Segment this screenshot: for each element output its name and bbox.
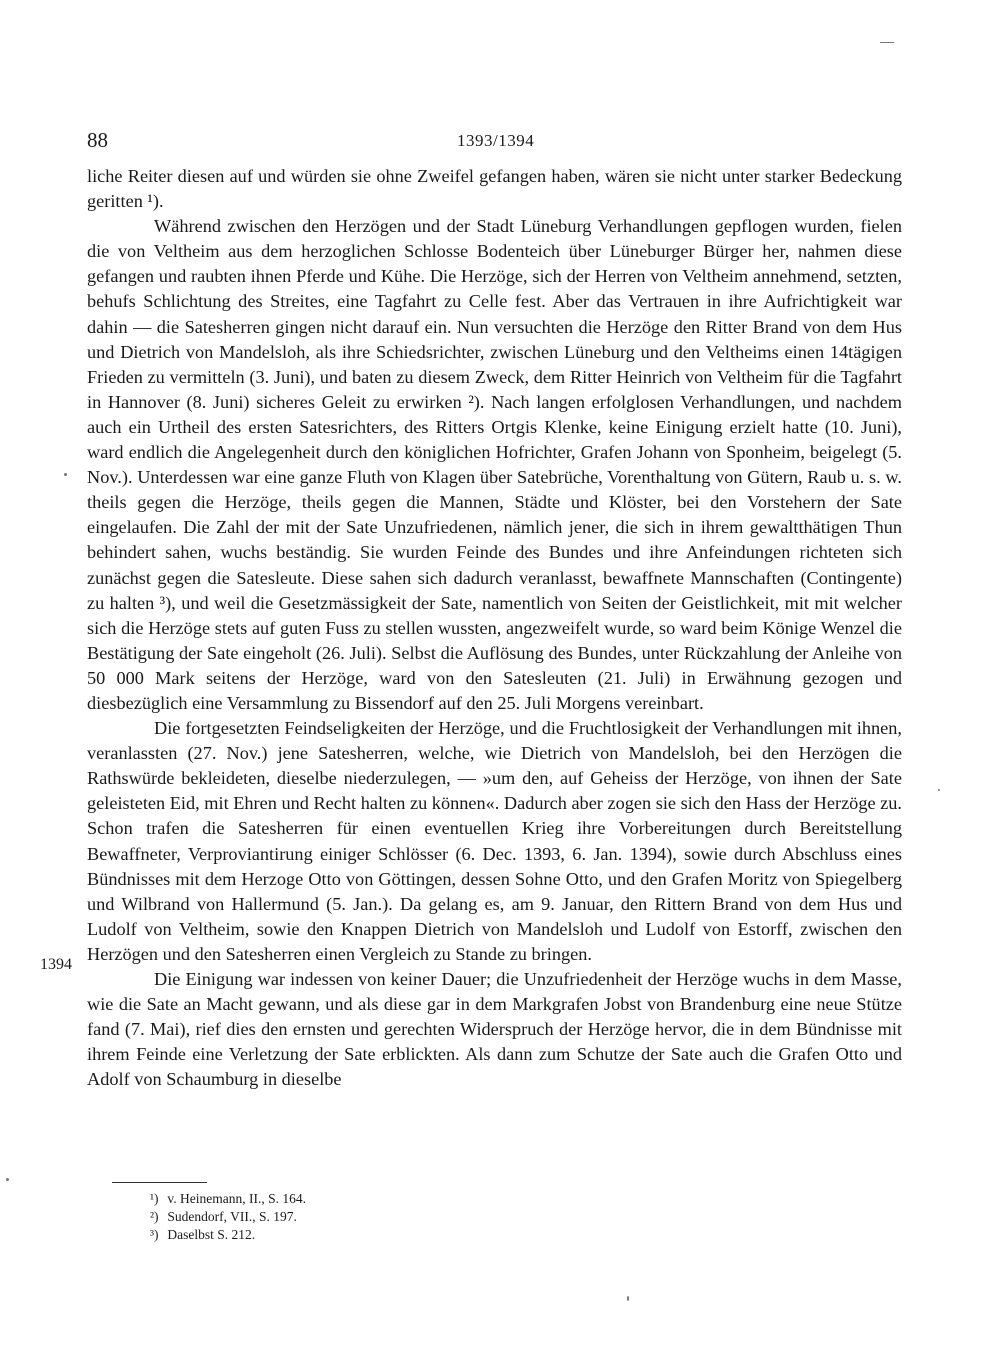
page-header bbox=[87, 128, 907, 158]
paragraph-4: Die Einigung war indessen von keiner Dauer; die Unzufriedenheit der Herzöge wuchs in dem Masse, wie die Sate an Macht gewann, und als diese gar in dem Markgrafen Jobst von Brandenburg eine neue Stütze fand (7. Mai), rief dies den ernsten und gerechten Widerspruch der Herzöge hervor, die in dem Bündnisse mit ihrem Feinde eine Verletzung der Sate erblickten. Als dann zum Schutze der Sate auch die Grafen Otto und Adolf von Schaumburg in dieselbe bbox=[87, 969, 902, 1090]
footnote-text: Sudendorf, VII., S. 197. bbox=[167, 1209, 297, 1224]
margin-year-note: 1394 bbox=[40, 956, 72, 973]
footnote-2 bbox=[150, 1208, 550, 1226]
footnotes bbox=[150, 1190, 550, 1244]
scan-speck bbox=[880, 42, 894, 43]
paragraph-3: Die fortgesetzten Feindseligkeiten der Herzöge, und die Fruchtlosigkeit der Verhandlungen mit ihnen, veranlassten (27. Nov.) jene Satesherren, welche, wie Dietrich von Mandelsloh, bei den Herzögen die Rathswürde bekleideten, dieselbe niederzulegen, — »um den, auf Geheiss der Herzöge, von ihnen der Sate geleisteten Eid, mit Ehren und Recht halten zu können«. Dadurch aber zogen sie sich den Hass der Herzöge zu. Schon trafen die Satesherren für einen eventuellen Krieg ihre Vorbereitungen durch Bereitstellung Bewaffneter, Verproviantirung einiger Schlösser (6. Dec. 1393, 6. Jan. 1394), sowie durch Abschluss eines Bündnisses mit dem Herzoge Otto von Göttingen, dessen Sohne Otto, und den Grafen Moritz von Spiegelberg und Wilbrand von Hallermund (5. Jan.). Da gelang es, am 9. Januar, den Rittern Brand von dem Hus und Ludolf von Veltheim, sowie den Knappen Dietrich von Mandelsloh und Ludolf von Estorff, zwischen den Herzögen und den Satesherren einen Vergleich zu Stande zu bringen. bbox=[87, 718, 902, 964]
footnote-rule bbox=[112, 1182, 207, 1183]
scan-speck bbox=[627, 1296, 629, 1301]
footnote-1 bbox=[150, 1190, 550, 1208]
scan-speck bbox=[6, 1178, 9, 1181]
scan-speck bbox=[64, 473, 67, 476]
paragraph-2: Während zwischen den Herzögen und der Stadt Lüneburg Verhandlungen gepflogen wurden, fielen die von Veltheim aus dem herzoglichen Schlosse Bodenteich über Lüneburger Bürger her, nahmen diese gefangen und raubten ihnen Pferde und Kühe. Die Herzöge, sich der Herren von Veltheim annehmend, setzten, behufs Schlichtung des Streites, eine Tagfahrt zu Celle fest. Aber das Vertrauen in ihre Aufrichtigkeit war dahin — die Satesherren gingen nicht darauf ein. Nun versuchten die Herzöge den Ritter Brand von dem Hus und Dietrich von Mandelsloh, als ihre Schiedsrichter, zwischen Lüneburg und den Veltheims einen 14tägigen Frieden zu vermitteln (3. Juni), und baten zu diesem Zweck, dem Ritter Heinrich von Veltheim für die Tagfahrt in Hannover (8. Juni) sicheres Geleit zu erwirken ²). Nach langen erfolglosen Verhandlungen, und nachdem auch ein Urtheil des ersten Satesrichters, des Ritters Ortgis Klenke, keine Einigung erzielt hatte (10. Juni), ward endlich die Angelegenheit durch den königlichen Hofrichter, Grafen Johann von Sponheim, beigelegt (5. Nov.). Unterdessen war eine ganze Fluth von Klagen über Satebrüche, Vorenthaltung von Gütern, Raub u. s. w. theils gegen die Herzöge, theils gegen die Mannen, Städte und Klöster, bei den Vorstehern der Sate eingelaufen. Die Zahl der mit der Sate Unzufriedenen, nämlich jener, die sich in ihrem gewaltthätigen Thun behindert sahen, wuchs beständig. Sie wurden Feinde des Bundes und ihre Anfeindungen richteten sich zunächst gegen die Satesleute. Diese sahen sich dadurch veranlasst, bewaffnete Mannschaften (Contingente) zu halten ³), und weil die Gesetzmässigkeit der Sate, namentlich von Seiten der Geistlichkeit, mit mit welcher sich die Herzöge stets auf guten Fuss zu stellen wussten, angezweifelt wurde, so ward beim Könige Wenzel die Bestätigung der Sate eingeholt (26. Juli). Selbst die Auflösung des Bundes, unter Rückzahlung der Anleihe von 50 000 Mark seitens der Herzöge, ward von den Satesleuten (21. Juli) in Erwähnung gezogen und diesbezüglich eine Versammlung zu Bissendorf auf den 25. Juli Morgens vereinbart. bbox=[87, 216, 902, 713]
footnote-marker: ¹) bbox=[150, 1191, 159, 1206]
footnote-3 bbox=[150, 1226, 550, 1244]
page-number: 88 bbox=[87, 128, 108, 152]
paragraph-1: liche Reiter diesen auf und würden sie ohne Zweifel gefangen haben, wären sie nicht unter starker Bedeckung geritten ¹). bbox=[87, 166, 902, 212]
footnote-marker: ³) bbox=[150, 1227, 159, 1242]
scan-speck bbox=[938, 789, 940, 791]
footnote-text: v. Heinemann, II., S. 164. bbox=[167, 1191, 306, 1206]
running-head: 1393/1394 bbox=[457, 131, 535, 150]
footnote-marker: ²) bbox=[150, 1209, 159, 1224]
body-text bbox=[87, 164, 902, 1092]
footnote-text: Daselbst S. 212. bbox=[167, 1227, 256, 1242]
